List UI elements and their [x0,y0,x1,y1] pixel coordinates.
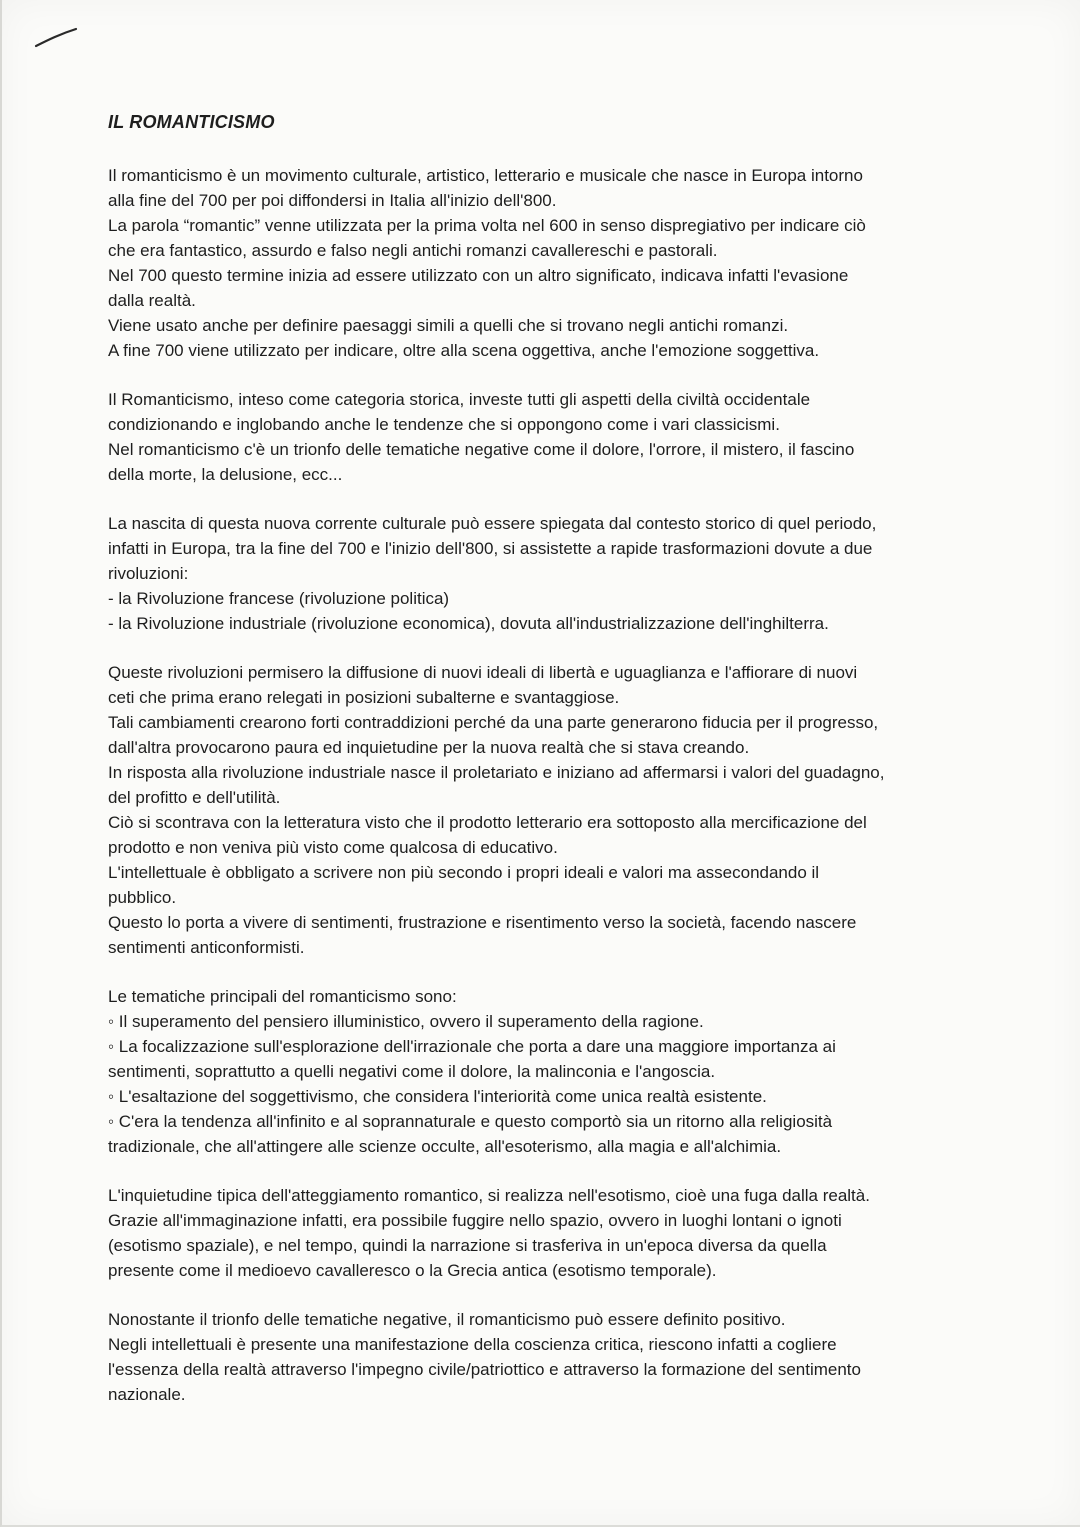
pen-stroke-mark [34,26,78,50]
list-item: - la Rivoluzione industriale (rivoluzione economica), dovuta all'industrializzazione dell'inghilterra. [108,614,829,633]
paragraph-historical-category [108,387,988,487]
bullet-item: ◦ Il superamento del pensiero illuministico, ovvero il superamento della ragione. [108,1012,704,1031]
text-line: Viene usato anche per definire paesaggi simili a quelli che si trovano negli antichi romanzi. [108,316,789,335]
text-line: Grazie all'immaginazione infatti, era possibile fuggire nello spazio, ovvero in luoghi lontani o ignoti [108,1211,842,1230]
paragraph-exoticism [108,1183,988,1283]
text-line: Il Romanticismo, inteso come categoria storica, investe tutti gli aspetti della civiltà occidentale [108,390,811,409]
text-line: condizionando e inglobando anche le tendenze che si oppongono come i vari classicismi. [108,415,780,434]
text-line: prodotto e non veniva più visto come qualcosa di educativo. [108,838,558,857]
text-line: Il romanticismo è un movimento culturale, artistico, letterario e musicale che nasce in Europa intorno [108,166,863,185]
page-title: IL ROMANTICISMO [108,112,275,132]
text-line: presente come il medioevo cavalleresco o la Grecia antica (esotismo temporale). [108,1261,717,1280]
text-line: Questo lo porta a vivere di sentimenti, frustrazione e risentimento verso la società, facendo nascere [108,913,857,932]
text-line: pubblico. [108,888,177,907]
list-item: - la Rivoluzione francese (rivoluzione politica) [108,589,450,608]
bullet-item: ◦ C'era la tendenza all'infinito e al soprannaturale e questo comportò sia un ritorno alla religiosità [108,1112,833,1131]
text-line: l'essenza della realtà attraverso l'impegno civile/patriottico e attraverso la formazione del sentimento [108,1360,861,1379]
document-body [108,110,988,1431]
text-line: Ciò si scontrava con la letteratura visto che il prodotto letterario era sottoposto alla mercificazione del [108,813,867,832]
text-line: infatti in Europa, tra la fine del 700 e l'inizio dell'800, si assistette a rapide trasformazioni dovute a due [108,539,873,558]
text-line: della morte, la delusione, ecc... [108,465,343,484]
bullet-item: ◦ L'esaltazione del soggettivismo, che considera l'interiorità come unica realtà esistente. [108,1087,767,1106]
paragraph-revolutions [108,511,988,636]
text-line: rivoluzioni: [108,564,189,583]
text-line: Nel 700 questo termine inizia ad essere utilizzato con un altro significato, indicava infatti l'evasione [108,266,849,285]
text-line: del profitto e dell'utilità. [108,788,281,807]
text-line: Queste rivoluzioni permisero la diffusione di nuovi ideali di libertà e uguaglianza e l'affiorare di nuovi [108,663,858,682]
text-line: (esotismo spaziale), e nel tempo, quindi la narrazione si trasferiva in un'epoca diversa da quella [108,1236,827,1255]
text-line: Nonostante il trionfo delle tematiche negative, il romanticismo può essere definito positivo. [108,1310,786,1329]
text-line: che era fantastico, assurdo e falso negli antichi romanzi cavallereschi e pastorali. [108,241,718,260]
bullet-item: ◦ La focalizzazione sull'esplorazione dell'irrazionale che porta a dare una maggiore importanza ai [108,1037,836,1056]
text-line: alla fine del 700 per poi diffondersi in Italia all'inizio dell'800. [108,191,557,210]
paragraph-intro [108,163,988,363]
text-line: A fine 700 viene utilizzato per indicare, oltre alla scena oggettiva, anche l'emozione soggettiva. [108,341,820,360]
paragraph-themes [108,984,988,1159]
text-line: nazionale. [108,1385,186,1404]
text-line: Nel romanticismo c'è un trionfo delle tematiche negative come il dolore, l'orrore, il mistero, il fascino [108,440,855,459]
text-line: tradizionale, che all'attingere alle scienze occulte, all'esoterismo, alla magia e all'alchimia. [108,1137,782,1156]
text-line: dalla realtà. [108,291,196,310]
text-line: Tali cambiamenti crearono forti contraddizioni perché da una parte generarono fiducia per il progresso, [108,713,879,732]
text-line: La parola “romantic” venne utilizzata per la prima volta nel 600 in senso dispregiativo per indicare ciò [108,216,866,235]
text-line: L'inquietudine tipica dell'atteggiamento romantico, si realizza nell'esotismo, cioè una fuga dalla realtà. [108,1186,870,1205]
paragraph-consequences [108,660,988,960]
text-line: La nascita di questa nuova corrente culturale può essere spiegata dal contesto storico di quel periodo, [108,514,877,533]
text-line: dall'altra provocarono paura ed inquietudine per la nuova realtà che si stava creando. [108,738,750,757]
text-line: L'intellettuale è obbligato a scrivere non più secondo i propri ideali e valori ma assecondando il [108,863,820,882]
text-line: sentimenti anticonformisti. [108,938,305,957]
text-line: ceti che prima erano relegati in posizioni subalterne e svantaggiose. [108,688,620,707]
text-line: sentimenti, soprattutto a quelli negativi come il dolore, la malinconia e l'angoscia. [108,1062,716,1081]
text-line: Negli intellettuali è presente una manifestazione della coscienza critica, riescono infatti a cogliere [108,1335,837,1354]
paragraph-conclusion [108,1307,988,1407]
text-line: In risposta alla rivoluzione industriale nasce il proletariato e iniziano ad affermarsi i valori del guadagno, [108,763,885,782]
text-line: Le tematiche principali del romanticismo sono: [108,987,457,1006]
